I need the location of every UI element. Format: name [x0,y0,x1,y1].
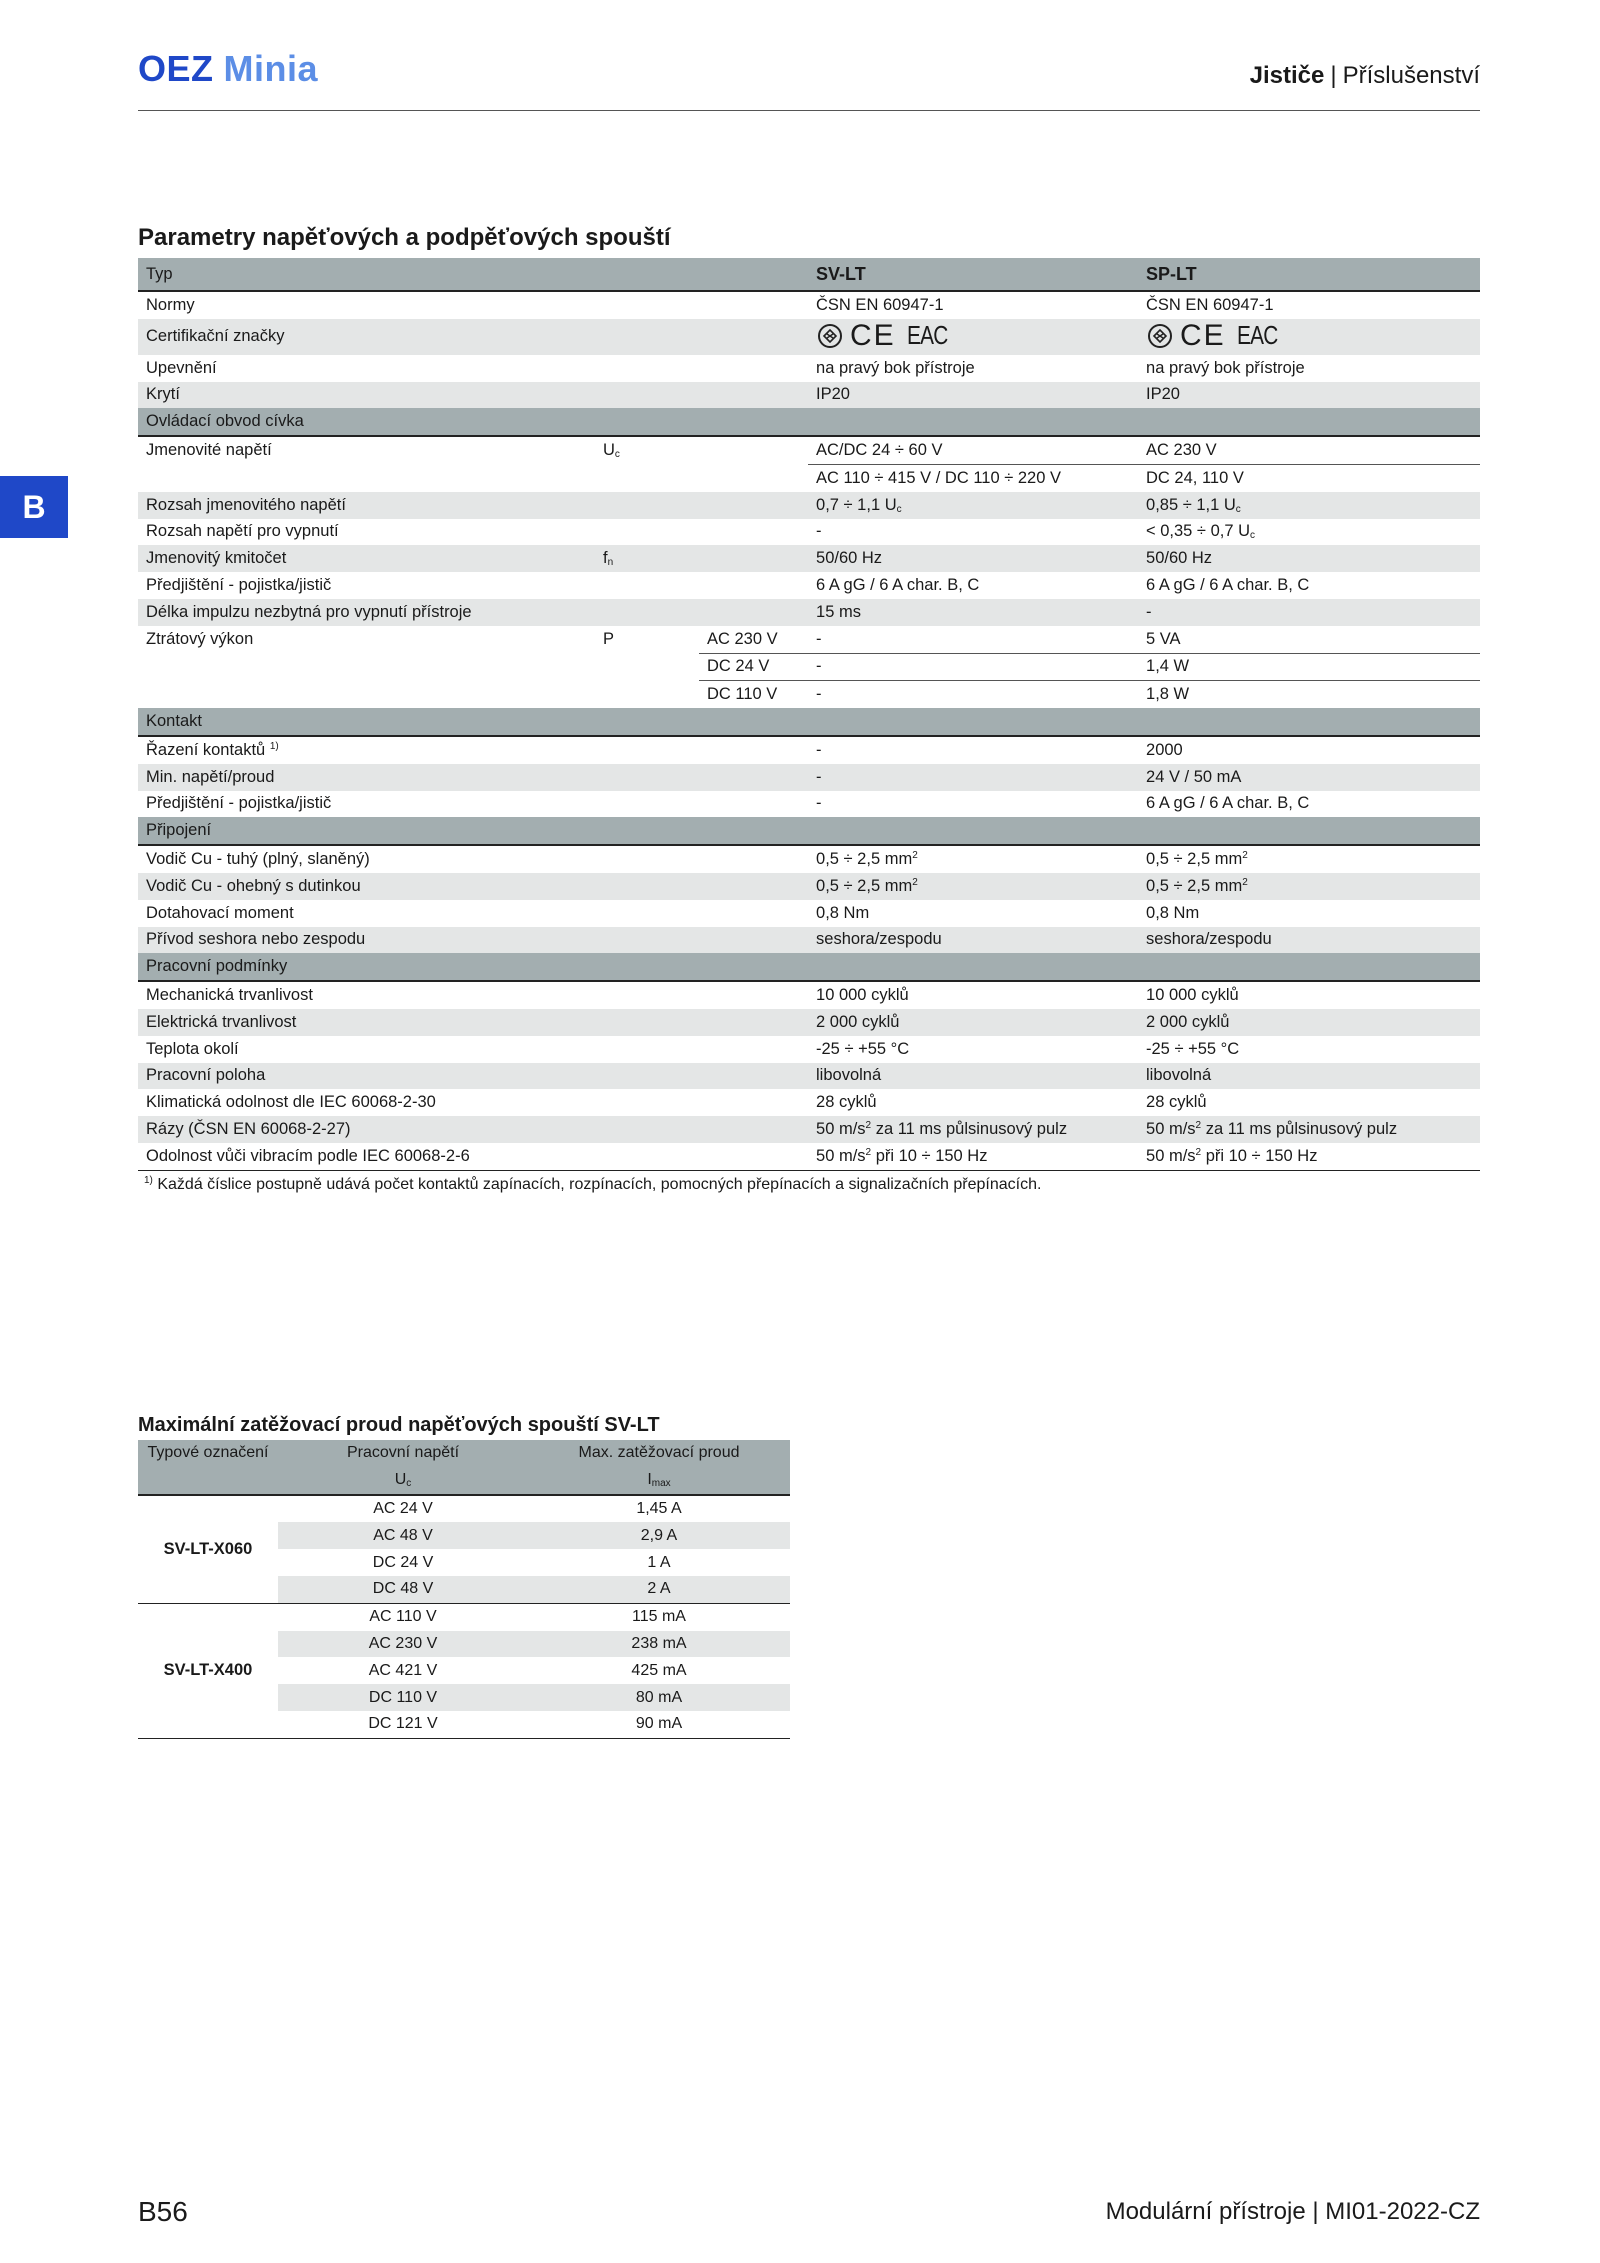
cell-sp: seshora/zespodu [1138,927,1480,954]
header-typ: Typ [138,258,808,291]
cell-sp: - [1138,599,1480,626]
cell-sv: ČSN EN 60947-1 [816,295,944,314]
cell-sv [808,492,1138,519]
cell-sp: 6 A gG / 6 A char. B, C [1146,576,1310,595]
voltage-cell: DC 48 V [278,1576,528,1603]
table-row [138,1603,790,1630]
cell-sup: 2 [865,1120,872,1131]
row-label: Rozsah jmenovitého napětí [138,492,808,519]
table-row [138,599,1480,626]
cell-sp [1138,1116,1480,1143]
cell-sp: na pravý bok přístroje [1146,358,1305,377]
current-cell: 80 mA [528,1684,790,1711]
voltage-cell: DC 110 V [278,1684,528,1711]
cell-text: 50 m/s [1146,1146,1196,1165]
current-cell: 1 A [647,1553,671,1571]
ce-mark-icon: CE [850,318,896,352]
section-label: Kontakt [138,708,1480,736]
table-row [138,319,1480,355]
symbol-text: f [603,549,608,568]
cell-sp: AC 230 V [1138,436,1480,464]
row-symbol [595,545,699,572]
row-symbol [595,436,699,464]
current-cell: 425 mA [631,1661,687,1679]
cell-sv: seshora/zespodu [808,927,1138,954]
footnote-text: Každá číslice postupně udává počet kontaktů zapínacích, rozpínacích, pomocných přepínacích a signalizačních přepínacích. [157,1176,1042,1193]
table-row [138,873,1480,900]
section-header-row [138,817,1480,845]
cell-sup: 2 [912,850,918,862]
cell-sup: 2 [912,876,918,888]
row-label: Délka impulzu nezbytná pro vypnutí přístroje [138,599,808,626]
cell-text: za 11 ms půlsinusový pulz [1201,1120,1398,1138]
cell-sv-cert [808,319,1138,355]
max-current-table [138,1440,790,1739]
cell-text: 0,5 ÷ 2,5 mm [1146,876,1243,895]
cell-text: při 10 ÷ 150 Hz [871,1146,988,1165]
type-cell: SV-LT-X060 [138,1495,278,1604]
table-row [138,436,1480,464]
eac-mark-icon: EAC [906,320,948,351]
cell-sp: 6 A gG / 6 A char. B, C [1146,794,1310,813]
row-condition: DC 110 V [707,685,778,704]
cell-sv: - [816,522,822,541]
row-label: Upevnění [146,358,217,377]
row-label: Min. napětí/proud [138,764,808,791]
table-row [138,1116,1480,1143]
cell-sp [1138,1143,1480,1170]
header-sv-lt: SV-LT [808,258,1138,291]
table-row [138,626,1480,653]
voltage-cell: DC 121 V [278,1711,528,1738]
row-label: Jmenovité napětí [146,441,272,460]
current-cell: 2 A [528,1576,790,1603]
brand-product: Minia [223,48,319,89]
cell-sp: ČSN EN 60947-1 [1146,295,1274,314]
row-label: Krytí [138,382,808,409]
cell-sv: AC/DC 24 ÷ 60 V [808,436,1138,464]
cell-sp: 1,8 W [1146,685,1190,704]
voltage-cell: AC 421 V [368,1661,438,1679]
cell-sp [1138,519,1480,546]
current-cell: 115 mA [632,1608,686,1626]
cell-sp: 1,4 W [1138,653,1480,681]
footnote-marker: 1) [144,1175,153,1186]
breadcrumb-sub: Příslušenství [1342,62,1480,89]
row-condition: DC 24 V [699,653,808,681]
doc-title: Modulární přístroje [1105,2198,1306,2225]
doc-code: MI01-2022-CZ [1325,2198,1480,2225]
cell-sp: 2000 [1146,740,1183,759]
current-cell: 2,9 A [528,1522,790,1549]
cell-sp: libovolná [1138,1063,1480,1090]
current-cell: 90 mA [528,1711,790,1738]
cell-sp: DC 24, 110 V [1146,468,1244,487]
cell-sp: 5 VA [1138,626,1480,653]
section-label: Ovládací obvod cívka [138,408,1480,436]
row-label: Normy [146,295,195,314]
cell-sv: - [808,626,1138,653]
cell-sup: 2 [1242,876,1248,888]
table-row [138,1009,1480,1036]
section-label: Připojení [138,817,1480,845]
row-symbol: P [603,629,615,648]
row-label: Přívod seshora nebo zespodu [138,927,808,954]
cell-text: 50 m/s [816,1146,866,1165]
cell-sup: 2 [865,1146,872,1158]
cell-sp [1138,492,1480,519]
row-label: Certifikační značky [138,319,808,355]
header-voltage: Pracovní napětí [278,1440,528,1467]
cell-sv [808,873,1138,900]
header-voltage-symbol [278,1467,528,1495]
table-row [138,355,1480,382]
cell-sv: na pravý bok přístroje [816,358,975,377]
table-row [138,519,1480,546]
table-row [138,291,1480,319]
row-label: Rozsah napětí pro vypnutí [146,522,339,541]
cell-sv: 15 ms [808,599,1138,626]
table-row [138,572,1480,599]
footnote-ref: 1) [269,740,279,752]
cell-sv: IP20 [808,382,1138,409]
table1-title: Parametry napěťových a podpěťových spouští [138,224,671,251]
cell-sp [1138,873,1480,900]
symbol-text: U [394,1471,407,1489]
cell-sp: 28 cyklů [1146,1093,1207,1112]
row-label: Elektrická trvanlivost [138,1009,808,1036]
table-row [138,927,1480,954]
cell-sp: 0,8 Nm [1146,903,1200,922]
cell-sp: 50/60 Hz [1138,545,1480,572]
table-row [138,681,1480,708]
header-sp-lt: SP-LT [1138,258,1480,291]
cell-sv: 6 A gG / 6 A char. B, C [816,576,980,595]
row-label-text: Řazení kontaktů [146,740,266,759]
cell-sv [808,845,1138,873]
ezu-mark-icon [816,322,844,350]
row-label: Předjištění - pojistka/jistič [146,794,332,813]
cell-sv: - [808,764,1138,791]
table-row [138,736,1480,764]
cell-sv: - [816,740,822,759]
chapter-tab: B [0,476,68,538]
cell-sv: 10 000 cyklů [816,986,909,1005]
row-label: Teplota okolí [146,1039,239,1058]
cell-sv: libovolná [808,1063,1138,1090]
symbol-text: U [603,441,615,460]
section-header-row [138,408,1480,436]
table-row [138,764,1480,791]
row-label: Odolnost vůči vibracím podle IEC 60068-2-6 [138,1143,808,1170]
cell-sv: - [816,685,822,704]
cell-sp: 24 V / 50 mA [1138,764,1480,791]
cell-sp [1138,845,1480,873]
row-label: Klimatická odolnost dle IEC 60068-2-30 [146,1093,436,1112]
voltage-cell: AC 110 V [369,1608,437,1626]
cell-sup: 2 [1195,1146,1202,1158]
table-row [138,1143,1480,1170]
breadcrumb-main: Jističe [1249,62,1325,89]
symbol-sub: c [614,449,620,461]
cell-sp: IP20 [1138,382,1480,409]
cell-sub: c [1250,530,1256,542]
brand-name: OEZ [138,48,214,89]
ezu-mark-icon [1146,322,1174,350]
row-label: Jmenovitý kmitočet [138,545,595,572]
symbol-text: I [647,1471,652,1489]
cell-sp-cert [1138,319,1480,355]
section-label: Pracovní podmínky [138,953,1480,981]
cell-text: 0,5 ÷ 2,5 mm [816,876,913,895]
cell-sv: 2 000 cyklů [808,1009,1138,1036]
cell-text: 50 m/s [816,1120,866,1138]
footnote [144,1176,1041,1194]
cell-sv: 28 cyklů [816,1093,877,1112]
table-row [138,900,1480,927]
table2-title: Maximální zatěžovací proud napěťových spouští SV-LT [138,1414,660,1436]
cell-text: < 0,35 ÷ 0,7 U [1146,522,1251,541]
section-header-row [138,708,1480,736]
document-reference [1106,2198,1480,2226]
table-header-row [138,1467,790,1495]
cell-sv: AC 110 ÷ 415 V / DC 110 ÷ 220 V [816,468,1061,487]
symbol-sub: n [607,557,614,569]
cell-text: za 11 ms půlsinusový pulz [871,1120,1068,1138]
table-row [138,1036,1480,1063]
table-row [138,653,1480,681]
cell-sv: - [816,794,822,813]
brand-logo [138,48,318,90]
cell-sub: c [1235,503,1241,515]
cell-text: 0,85 ÷ 1,1 U [1146,495,1236,514]
parameters-table [138,258,1480,1171]
ce-mark-icon: CE [1180,318,1226,352]
row-label: Vodič Cu - tuhý (plný, slaněný) [146,850,370,869]
table-row [138,1063,1480,1090]
row-label [138,736,808,764]
cell-text: při 10 ÷ 150 Hz [1201,1146,1318,1165]
cell-text: 50 m/s [1146,1120,1196,1138]
table-header-row [138,1440,790,1467]
header-current: Max. zatěžovací proud [528,1440,790,1467]
cell-sv: 50/60 Hz [808,545,1138,572]
table-row [138,1495,790,1523]
header-current-symbol [528,1467,790,1495]
row-label: Ztrátový výkon [146,629,254,648]
symbol-sub: max [651,1478,671,1490]
cell-sup: 2 [1195,1120,1202,1131]
table-row [138,791,1480,818]
eac-mark-icon: EAC [1236,320,1278,351]
symbol-sub: c [406,1478,412,1490]
table-header-row [138,258,1480,291]
type-cell: SV-LT-X400 [138,1603,278,1738]
breadcrumb-separator: | [1330,62,1337,89]
table-row [138,464,1480,491]
header-divider [138,110,1480,111]
cell-sv [808,1143,1138,1170]
cell-text: 0,5 ÷ 2,5 mm [816,850,913,869]
table-row [138,545,1480,572]
section-breadcrumb [1250,62,1480,90]
cell-sp: -25 ÷ +55 °C [1146,1039,1240,1058]
cell-sup: 2 [1242,850,1248,862]
row-label: Vodič Cu - ohebný s dutinkou [138,873,808,900]
cell-sv: -25 ÷ +55 °C [816,1039,910,1058]
cell-sv [808,1116,1138,1143]
page-number: B56 [138,2196,188,2227]
row-label: Mechanická trvanlivost [146,986,313,1005]
cell-sp: 10 000 cyklů [1146,986,1239,1005]
voltage-cell: AC 48 V [278,1522,528,1549]
voltage-cell: AC 230 V [278,1631,528,1658]
cell-sp: 2 000 cyklů [1138,1009,1480,1036]
row-label: Dotahovací moment [146,903,294,922]
table-row [138,845,1480,873]
cell-sv: - [808,653,1138,681]
row-label: Předjištění - pojistka/jistič [146,576,332,595]
cell-sv: 0,8 Nm [816,903,870,922]
row-label: Rázy (ČSN EN 60068-2-27) [138,1116,808,1143]
voltage-cell: AC 24 V [373,1499,433,1517]
cell-sub: c [896,503,902,515]
table-row [138,492,1480,519]
doc-separator: | [1312,2198,1319,2225]
current-cell: 238 mA [528,1631,790,1658]
row-condition: AC 230 V [699,626,808,653]
table-row [138,382,1480,409]
header-type: Typové označení [138,1440,278,1467]
table-row [138,981,1480,1009]
table-row [138,1089,1480,1116]
cell-text: 0,7 ÷ 1,1 U [816,495,897,514]
voltage-cell: DC 24 V [372,1553,434,1571]
section-header-row [138,953,1480,981]
row-label: Pracovní poloha [138,1063,808,1090]
current-cell: 1,45 A [636,1499,682,1517]
cell-text: 0,5 ÷ 2,5 mm [1146,850,1243,869]
